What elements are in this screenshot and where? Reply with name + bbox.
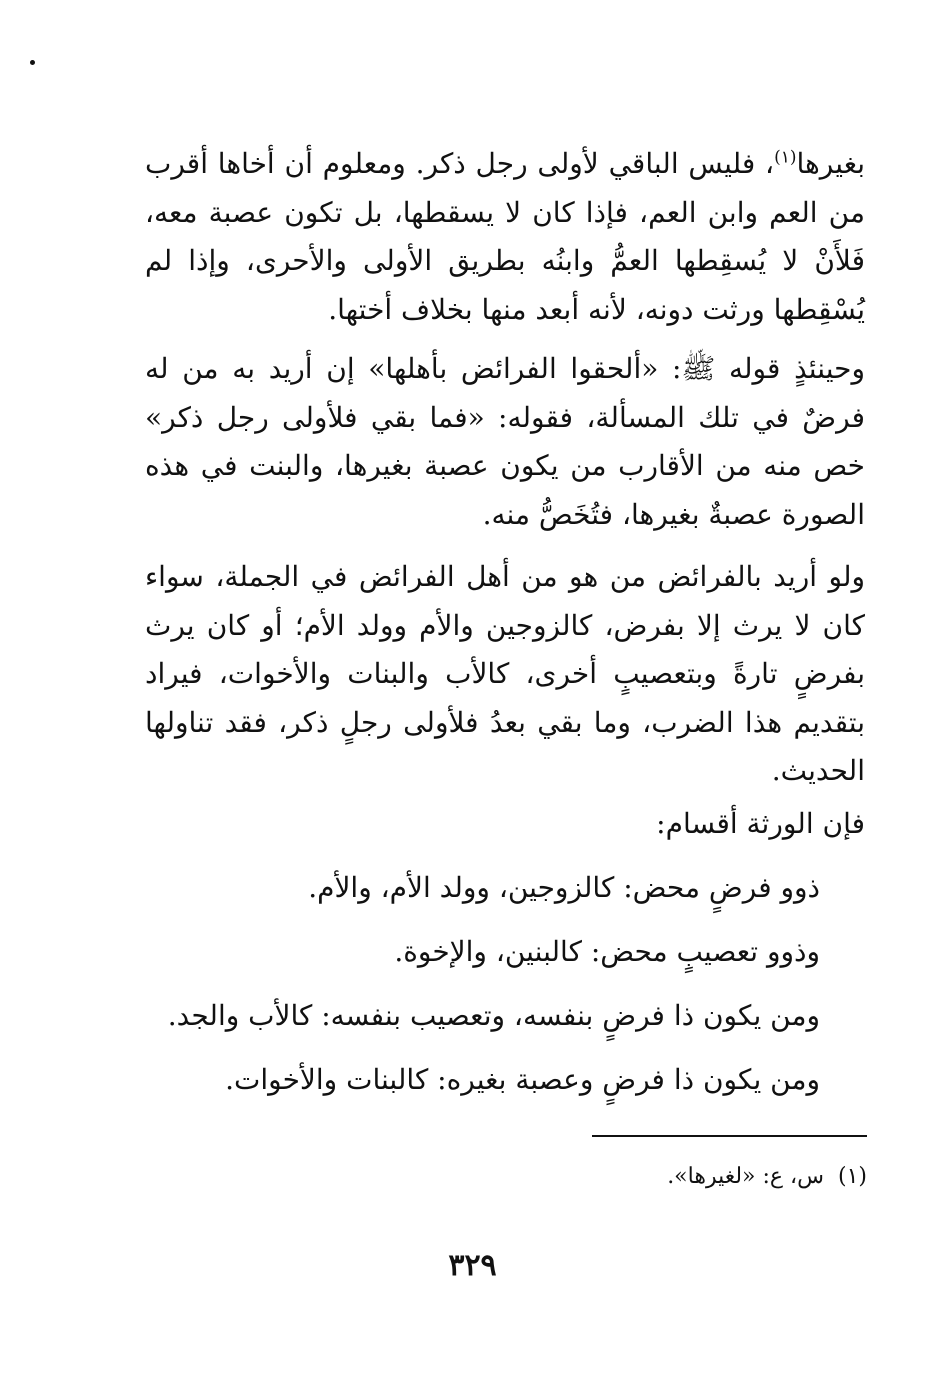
paragraph-2-text: وحينئذٍ قوله ﷺ: «ألحقوا الفرائض بأهلها» إن أريد به من له فرضٌ في تلك المسألة، فقوله: «فما بقي فلأولى رجل ذكر» خص منه من الأقارب من يكون عصبة بغيرها، والبنت في هذه الصورة عصبةٌ بغيرها، فتُخَصُّ منه. bbox=[145, 352, 865, 531]
heirs-list-item: وذوو تعصيبٍ محض: كالبنين، والإخوة. bbox=[394, 935, 820, 968]
heirs-categories-heading: فإن الورثة أقسام: bbox=[656, 807, 865, 840]
footnote-reference[interactable]: (١) bbox=[774, 147, 797, 168]
footnote-number: (١) bbox=[837, 1164, 867, 1189]
page-number: ٣٢٩ bbox=[448, 1248, 497, 1283]
heirs-list-item: ذوو فرضٍ محض: كالزوجين، وولد الأم، والأم. bbox=[308, 871, 820, 904]
paragraph-1 bbox=[145, 140, 865, 334]
paragraph-1-start: بغيرها bbox=[796, 147, 865, 180]
heirs-list-item: ومن يكون ذا فرضٍ وعصبة بغيره: كالبنات والأخوات. bbox=[225, 1063, 820, 1096]
stray-dot-mark bbox=[30, 60, 35, 65]
footnote-text: س، ع: «لغيرها». bbox=[667, 1164, 824, 1189]
paragraph-3-text: ولو أريد بالفرائض من هو من أهل الفرائض في الجملة، سواء كان لا يرث إلا بفرض، كالزوجين والأم وولد الأم؛ أو كان يرث بفرضٍ تارةً وبتعصيبٍ أخرى، كالأب والبنات والأخوات، فيراد بتقديم هذا الضرب، وما بقي بعدُ فلأولى رجلٍ ذكر، فقد تناولها الحديث. bbox=[145, 560, 865, 787]
paragraph-1-text: ، فليس الباقي لأولى رجل ذكر. ومعلوم أن أخاها أقرب من العم وابن العم، فإذا كان لا يسقطها، بل تكون عصبة معه، فَلأَنْ لا يُسقِطها العمُّ وابنُه بطريق الأولى والأحرى، وإذا لم يُسْقِطها ورثت دونه، لأنه أبعد منها بخلاف أختها. bbox=[145, 147, 865, 326]
footnote bbox=[667, 1160, 867, 1194]
paragraph-2 bbox=[145, 345, 865, 539]
paragraph-4 bbox=[145, 800, 865, 849]
heirs-list-item: ومن يكون ذا فرضٍ بنفسه، وتعصيب بنفسه: كالأب والجد. bbox=[167, 999, 820, 1032]
paragraph-3 bbox=[145, 553, 865, 796]
footnote-separator bbox=[592, 1135, 867, 1137]
